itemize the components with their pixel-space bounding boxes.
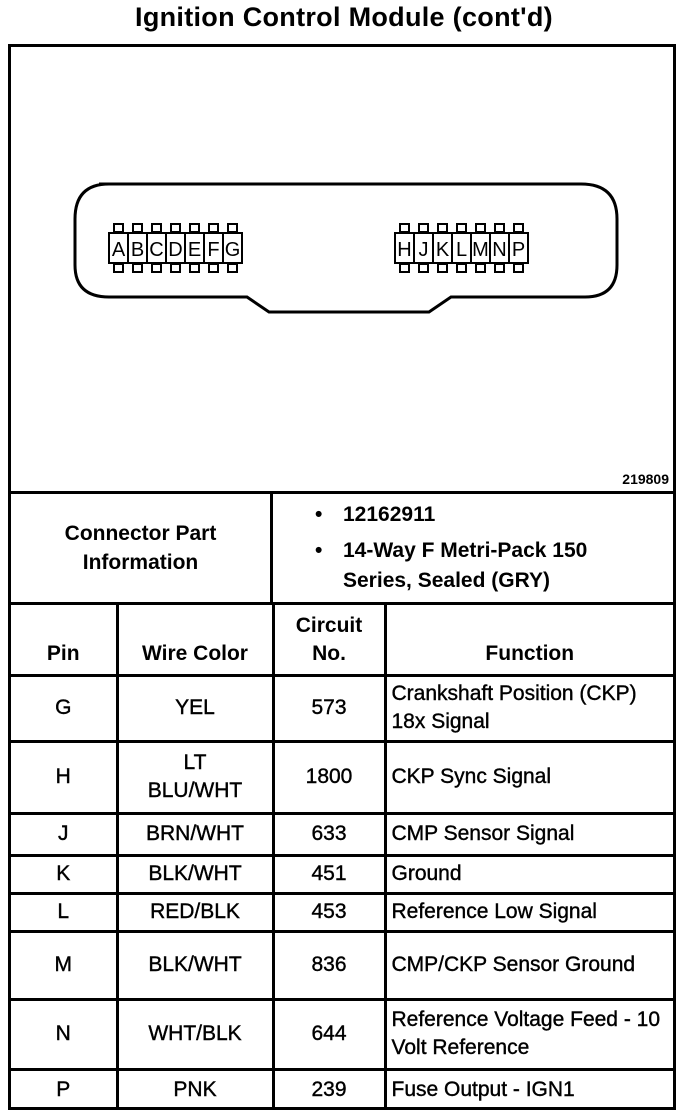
pin-g [223,224,242,272]
pin-label: L [455,239,468,261]
pin-label: G [224,239,241,261]
wire-color-cell: WHT/BLK [117,999,273,1069]
function-cell: CMP Sensor Signal [385,813,673,855]
right-pin-group [395,224,528,272]
wire-color-cell: LT BLU/WHT [117,741,273,813]
pin-label: M [472,239,489,261]
pin-d [166,224,185,272]
function-cell: Crankshaft Position (CKP) 18x Signal [385,675,673,741]
pin-a [109,224,128,272]
function-cell: Ground [385,855,673,893]
connector-part-label-text: Connector Part Information [64,522,217,574]
connector-diagram [11,47,673,494]
part-info-item [273,536,673,596]
pin-cell: J [11,813,117,855]
header-wire-color: Wire Color [117,605,273,675]
table-row [11,999,673,1069]
pin-cell: K [11,855,117,893]
pin-cell: M [11,931,117,999]
header-circuit-line1: Circuit [295,613,363,637]
bullet-icon: • [315,503,323,526]
table-row [11,893,673,931]
circuit-cell: 573 [273,675,385,741]
pin-cell: P [11,1069,117,1109]
header-circuit-line2: No. [312,641,346,665]
pin-label: J [418,239,429,261]
pin-cell: H [11,741,117,813]
pin-cell: G [11,675,117,741]
table-row [11,1069,673,1109]
bullet-icon: • [315,539,323,562]
table-row [11,855,673,893]
figure-number: 219809 [622,471,669,487]
wire-color-cell: BLK/WHT [117,855,273,893]
connector-drawing [11,47,673,491]
circuit-cell: 836 [273,931,385,999]
header-pin: Pin [11,605,117,675]
pin-n [490,224,509,272]
circuit-cell: 239 [273,1069,385,1109]
pin-label: K [435,239,450,261]
table-row [11,813,673,855]
pin-f [204,224,223,272]
function-cell: CMP/CKP Sensor Ground [385,931,673,999]
header-function: Function [385,605,673,675]
pin-cell: N [11,999,117,1069]
wire-color-cell: BLK/WHT [117,931,273,999]
wire-color-cell: YEL [117,675,273,741]
circuit-cell: 633 [273,813,385,855]
wire-color-cell: BRN/WHT [117,813,273,855]
pin-p [509,224,528,272]
circuit-cell: 453 [273,893,385,931]
pin-k [433,224,452,272]
part-info-item [273,500,673,530]
circuit-cell: 644 [273,999,385,1069]
pin-label: A [111,239,126,261]
table-row [11,741,673,813]
pin-label: H [397,239,412,261]
connector-part-label [11,494,273,602]
function-cell: CKP Sync Signal [385,741,673,813]
wire-color-cell: PNK [117,1069,273,1109]
table-row [11,675,673,741]
pin-b [128,224,147,272]
pin-j [414,224,433,272]
pin-cell: L [11,893,117,931]
page-title: Ignition Control Module (cont'd) [135,2,553,32]
part-info-list [273,496,673,596]
header-row [11,605,673,675]
pin-h [395,224,414,272]
pin-e [185,224,204,272]
document-frame [8,44,676,1110]
pin-label: B [130,239,145,261]
pin-label: F [207,239,220,261]
pin-table [11,605,673,1109]
pin-label: C [149,239,164,261]
pin-label: N [492,239,507,261]
table-row [11,931,673,999]
function-cell: Reference Low Signal [385,893,673,931]
wire-color-cell: RED/BLK [117,893,273,931]
connector-part-information [11,494,673,605]
pin-label: E [187,239,202,261]
part-number: 12162911 [343,503,436,526]
circuit-cell: 451 [273,855,385,893]
circuit-cell: 1800 [273,741,385,813]
function-cell: Fuse Output - IGN1 [385,1069,673,1109]
pin-c [147,224,166,272]
left-pin-group [109,224,242,272]
connector-description: 14-Way F Metri-Pack 150 Series, Sealed (GRY) [343,539,588,592]
pin-l [452,224,471,272]
pin-label: P [511,239,526,261]
pin-label: D [168,239,183,261]
pin-m [471,224,490,272]
function-cell: Reference Voltage Feed - 10 Volt Reference [385,999,673,1069]
header-circuit [273,605,385,675]
